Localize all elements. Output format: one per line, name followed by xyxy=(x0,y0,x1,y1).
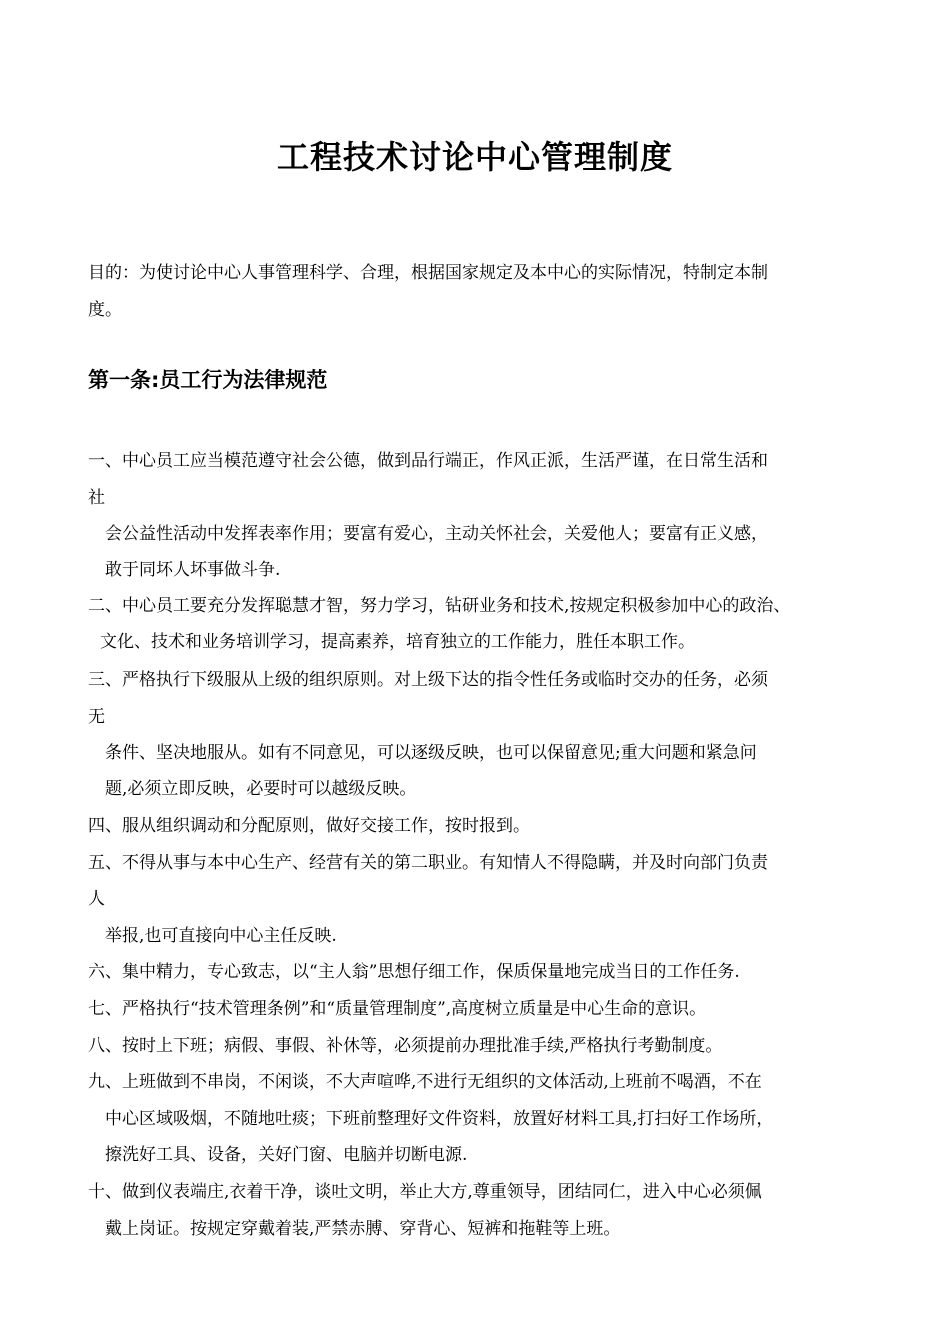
clause-line: 二、中心员工要充分发挥聪慧才智，努力学习，钻研业务和技术,按规定积极参加中心的政治、 xyxy=(88,596,791,616)
clause-line: 擦洗好工具、设备，关好门窗、电脑并切断电源. xyxy=(105,1145,468,1165)
clause-line: 中心区域吸烟，不随地吐痰；下班前整理好文件资料，放置好材料工具,打扫好工作场所， xyxy=(105,1109,774,1129)
clause-line: 四、服从组织调动和分配原则，做好交接工作，按时报到。 xyxy=(88,816,530,836)
clause-line: 无 xyxy=(88,707,105,727)
purpose-line-1: 目的：为使讨论中心人事管理科学、合理，根据国家规定及本中心的实际情况，特制定本制 xyxy=(88,263,768,283)
clause-line: 三、严格执行下级服从上级的组织原则。对上级下达的指令性任务或临时交办的任务，必须 xyxy=(88,670,768,690)
clause-line: 敢于同坏人坏事做斗争. xyxy=(105,560,281,580)
clause-line: 会公益性活动中发挥表率作用；要富有爱心，主动关怀社会，关爱他人；要富有正义感， xyxy=(105,524,768,544)
clause-line: 题,必须立即反映，必要时可以越级反映。 xyxy=(105,779,417,799)
clause-line: 举报,也可直接向中心主任反映. xyxy=(105,926,337,946)
clause-line: 六、集中精力，专心致志，以“主人翁”思想仔细工作，保质保量地完成当日的工作任务. xyxy=(88,962,740,982)
clause-line: 九、上班做到不串岗，不闲谈，不大声喧哗,不进行无组织的文体活动,上班前不喝酒，不在 xyxy=(88,1072,762,1092)
section-heading: 第一条:员工行为法律规范 xyxy=(88,368,328,392)
clause-line: 八、按时上下班；病假、事假、补休等，必须提前办理批准手续,严格执行考勤制度。 xyxy=(88,1036,723,1056)
clause-line: 条件、坚决地服从。如有不同意见，可以逐级反映，也可以保留意见;重大问题和紧急问 xyxy=(105,743,757,763)
clause-line: 七、严格执行“技术管理条例”和“质量管理制度”,高度树立质量是中心生命的意识。 xyxy=(88,999,707,1019)
clause-line: 一、中心员工应当模范遵守社会公德，做到品行端正，作风正派，生活严谨，在日常生活和 xyxy=(88,451,768,471)
clause-line: 五、不得从事与本中心生产、经营有关的第二职业。有知情人不得隐瞒，并及时向部门负责 xyxy=(88,853,768,873)
purpose-line-2: 度。 xyxy=(88,300,122,320)
clause-line: 十、做到仪表端庄,衣着干净，谈吐文明，举止大方,尊重领导，团结同仁，进入中心必须佩 xyxy=(88,1182,762,1202)
clause-line: 文化、技术和业务培训学习，提高素养，培育独立的工作能力，胜任本职工作。 xyxy=(100,632,695,652)
document-title: 工程技术讨论中心管理制度 xyxy=(276,138,673,176)
clause-line: 社 xyxy=(88,488,105,508)
clause-line: 戴上岗证。按规定穿戴着装,严禁赤膊、穿背心、短裤和拖鞋等上班。 xyxy=(105,1219,621,1239)
clause-line: 人 xyxy=(88,889,105,909)
